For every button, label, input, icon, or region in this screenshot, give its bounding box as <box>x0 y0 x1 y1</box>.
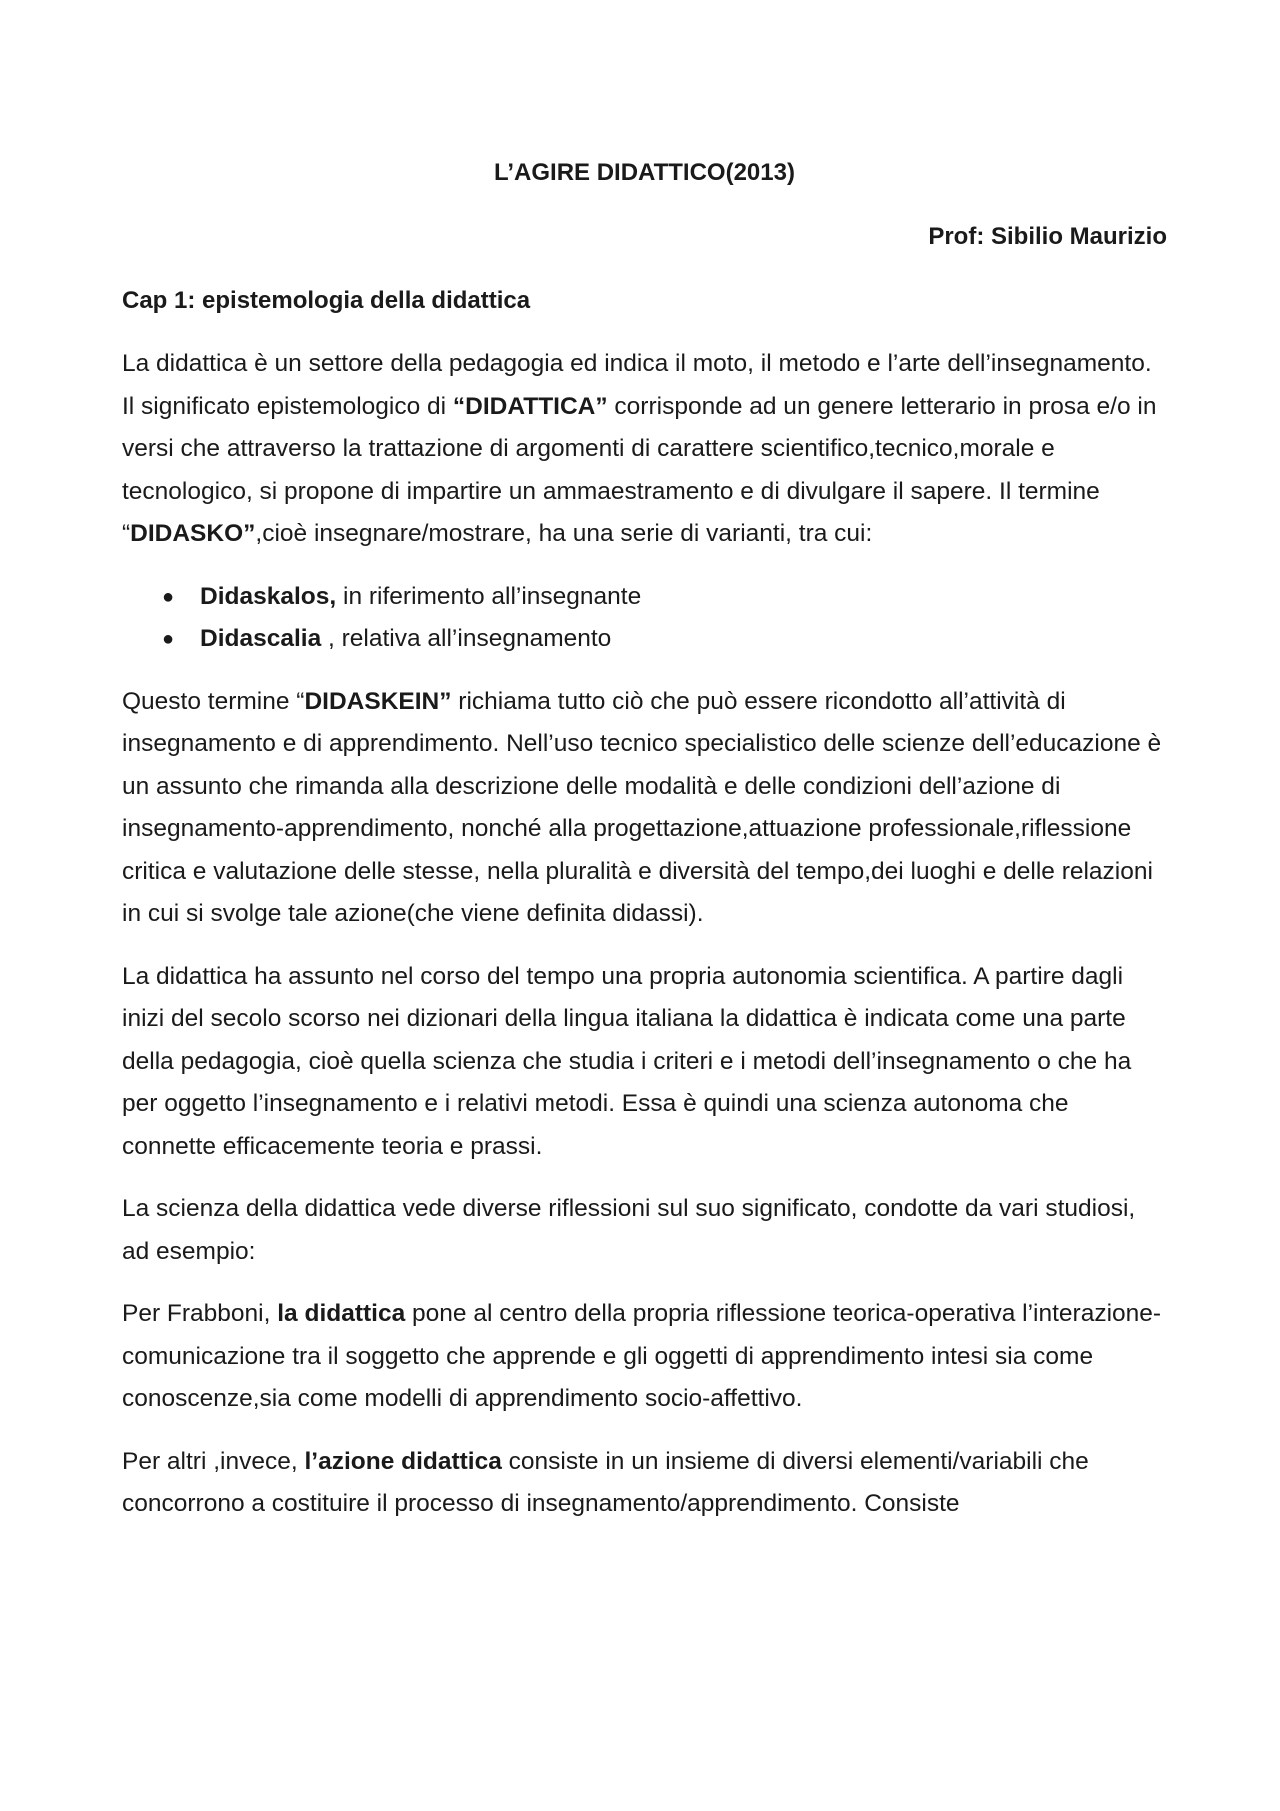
bold-term: DIDASKEIN” <box>304 687 452 715</box>
paragraph-autonomy: La didattica ha assunto nel corso del tempo una propria autonomia scientifica. A partire dagli inizi del secolo scorso nei dizionari della lingua italiana la didattica è indicata come una parte della pedagogia, cioè quella scienza che studia i criteri e i metodi dell’insegnamento o che ha per oggetto l’insegnamento e i relativi metodi. Essa è quindi una scienza autonoma che connette efficacemente teoria e prassi. <box>122 962 1132 1160</box>
paragraph-reflections: La scienza della didattica vede diverse riflessioni sul suo significato, condotte da vari studiosi, ad esempio: <box>122 1195 1136 1265</box>
document-title: L’AGIRE DIDATTICO(2013) <box>494 159 795 186</box>
bullet-icon: ● <box>162 585 175 608</box>
text-run: , relativa all’insegnamento <box>321 625 612 652</box>
text-run: pone al centro della propria riflessione teorica-operativa l’interazione-comunicazione tra il soggetto che apprende e gli oggetti di apprendimento intesi sia come conoscenze,sia come modelli di apprendimento socio-affettivo. <box>122 1300 1162 1412</box>
text-run: Per altri ,invece, <box>122 1447 305 1475</box>
chapter-heading: Cap 1: epistemologia della didattica <box>122 287 531 314</box>
bold-term: l’azione didattica <box>304 1447 502 1475</box>
paragraph-didaskein <box>122 681 1167 936</box>
bold-term: la didattica <box>277 1300 406 1327</box>
list-item <box>162 618 1167 661</box>
bold-term: “DIDATTICA” <box>452 392 608 420</box>
text-run: Per Frabboni, <box>122 1300 278 1327</box>
text-run: corrisponde ad un genere letterario in prosa e/o in versi che attraverso la trattazione di argomenti di carattere scientifico,tecnico,morale e tecnologico, si propone di impartire un ammaestramento e di divulgare il sapere. Il termine “ <box>122 392 1157 547</box>
bullet-icon: ● <box>162 628 175 650</box>
text-run: ,cioè insegnare/mostrare, ha una serie di varianti, tra cui: <box>255 520 873 547</box>
variants-list <box>122 576 1167 661</box>
document-author: Prof: Sibilio Maurizio <box>928 223 1167 250</box>
text-run: consiste in un insieme di diversi elementi/variabili che concorrono a costituire il processo di insegnamento/apprendimento. Consiste <box>122 1447 1089 1517</box>
text-run: in riferimento all’insegnante <box>336 582 642 610</box>
text-run: La didattica è un settore della pedagogia ed indica il moto, il metodo e l’arte dell’insegnamento. Il significato epistemologico di <box>122 350 1152 420</box>
bold-term: DIDASKO” <box>130 520 256 547</box>
list-item <box>162 576 1167 619</box>
document-body <box>122 343 1167 1546</box>
text-run: Questo termine “ <box>122 687 305 715</box>
paragraph-azione-didattica <box>122 1441 1167 1526</box>
bold-term: Didaskalos, <box>200 582 337 610</box>
paragraph-frabboni <box>122 1293 1167 1421</box>
paragraph-didattica-definition <box>122 343 1167 556</box>
bold-term: Didascalia <box>200 625 322 652</box>
text-run: richiama tutto ciò che può essere ricondotto all’attività di insegnamento e di apprendimento. Nell’uso tecnico specialistico delle scienze dell’educazione è un assunto che rimanda alla descrizione delle modalità e delle condizioni dell’azione di insegnamento-apprendimento, nonché alla progettazione,attuazione professionale,riflessione critica e valutazione delle stesse, nella pluralità e diversità del tempo,dei luoghi e delle relazioni in cui si svolge tale azione(che viene definita didassi). <box>122 687 1162 927</box>
